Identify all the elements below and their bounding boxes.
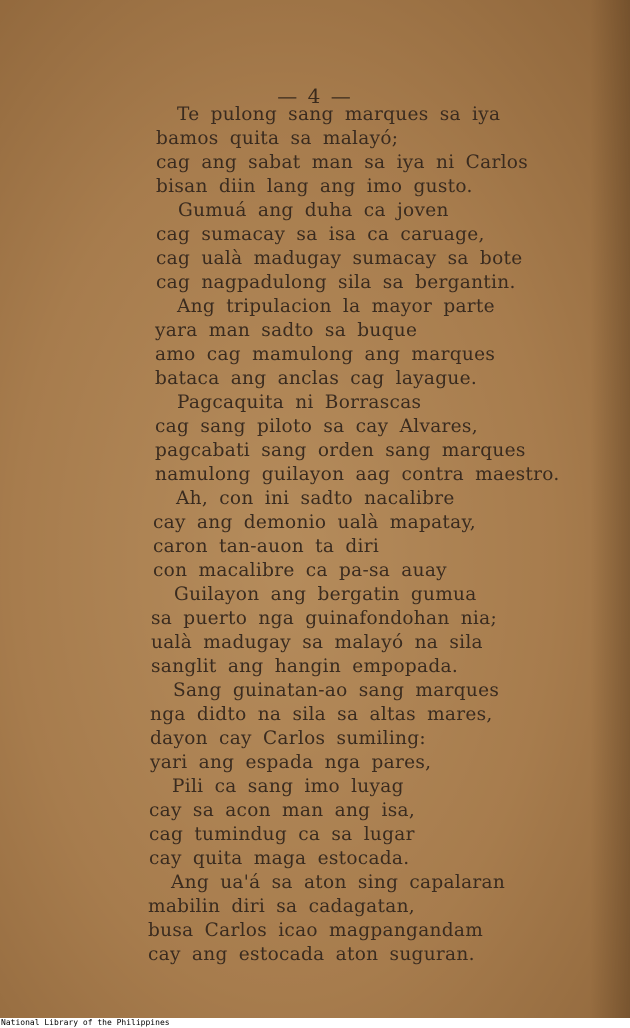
verse-line: bataca ang anclas cag layague.: [155, 368, 478, 389]
verse-line: busa Carlos icao magpangandam: [148, 920, 484, 941]
verse-line: Pili ca sang imo luyag: [172, 776, 404, 797]
verse-line: sanglit ang hangin empopada.: [151, 656, 459, 677]
verse-line: cay quita maga estocada.: [149, 848, 410, 869]
verse-line: sa puerto nga guinafondohan nia;: [151, 608, 498, 629]
verse-line: Te pulong sang marques sa iya: [177, 104, 501, 125]
verse-line: cag nagpadulong sila sa bergantin.: [156, 272, 516, 293]
verse-line: amo cag mamulong ang marques: [155, 344, 496, 365]
page-edge-shadow: [590, 0, 630, 1018]
verse-line: bamos quita sa malayó;: [156, 128, 399, 149]
verse-line: cag ang sabat man sa iya ni Carlos: [156, 152, 529, 173]
verse-line: Ang ua'á sa aton sing capalaran: [171, 872, 506, 893]
verse-line: yari ang espada nga pares,: [150, 752, 432, 773]
verse-line: mabilin diri sa cadagatan,: [148, 896, 415, 917]
verse-line: namulong guilayon aag contra maestro.: [155, 464, 560, 485]
verse-line: cag sumacay sa isa ca caruage,: [156, 224, 485, 245]
verse-line: caron tan-auon ta diri: [153, 536, 380, 557]
verse-line: nga didto na sila sa altas mares,: [150, 704, 493, 725]
verse-line: bisan diin lang ang imo gusto.: [156, 176, 473, 197]
verse-line: dayon cay Carlos sumiling:: [150, 728, 426, 749]
verse-line: cag ualà madugay sumacay sa bote: [156, 248, 523, 269]
verse-line: con macalibre ca pa-sa auay: [153, 560, 447, 581]
verse-line: Guilayon ang bergatin gumua: [174, 584, 477, 605]
verse-line: cag sang piloto sa cay Alvares,: [155, 416, 478, 437]
verse-line: cay sa acon man ang isa,: [149, 800, 416, 821]
library-credit: National Library of the Philippines: [1, 1018, 170, 1027]
verse-line: Sang guinatan-ao sang marques: [173, 680, 500, 701]
verse-line: yara man sadto sa buque: [155, 320, 418, 341]
verse-line: cay ang demonio ualà mapatay,: [153, 512, 476, 533]
verse-line: ualà madugay sa malayó na sila: [151, 632, 483, 653]
verse-line: Pagcaquita ni Borrascas: [177, 392, 422, 413]
verse-line: Gumuá ang duha ca joven: [178, 200, 449, 221]
footer-bar: [0, 1018, 630, 1028]
verse-line: Ah, con ini sadto nacalibre: [176, 488, 455, 509]
page-number: — 4 —: [277, 84, 353, 108]
verse-line: cay ang estocada aton suguran.: [148, 944, 475, 965]
verse-line: pagcabati sang orden sang marques: [155, 440, 526, 461]
verse-line: cag tumindug ca sa lugar: [149, 824, 415, 845]
verse-line: Ang tripulacion la mayor parte: [177, 296, 495, 317]
